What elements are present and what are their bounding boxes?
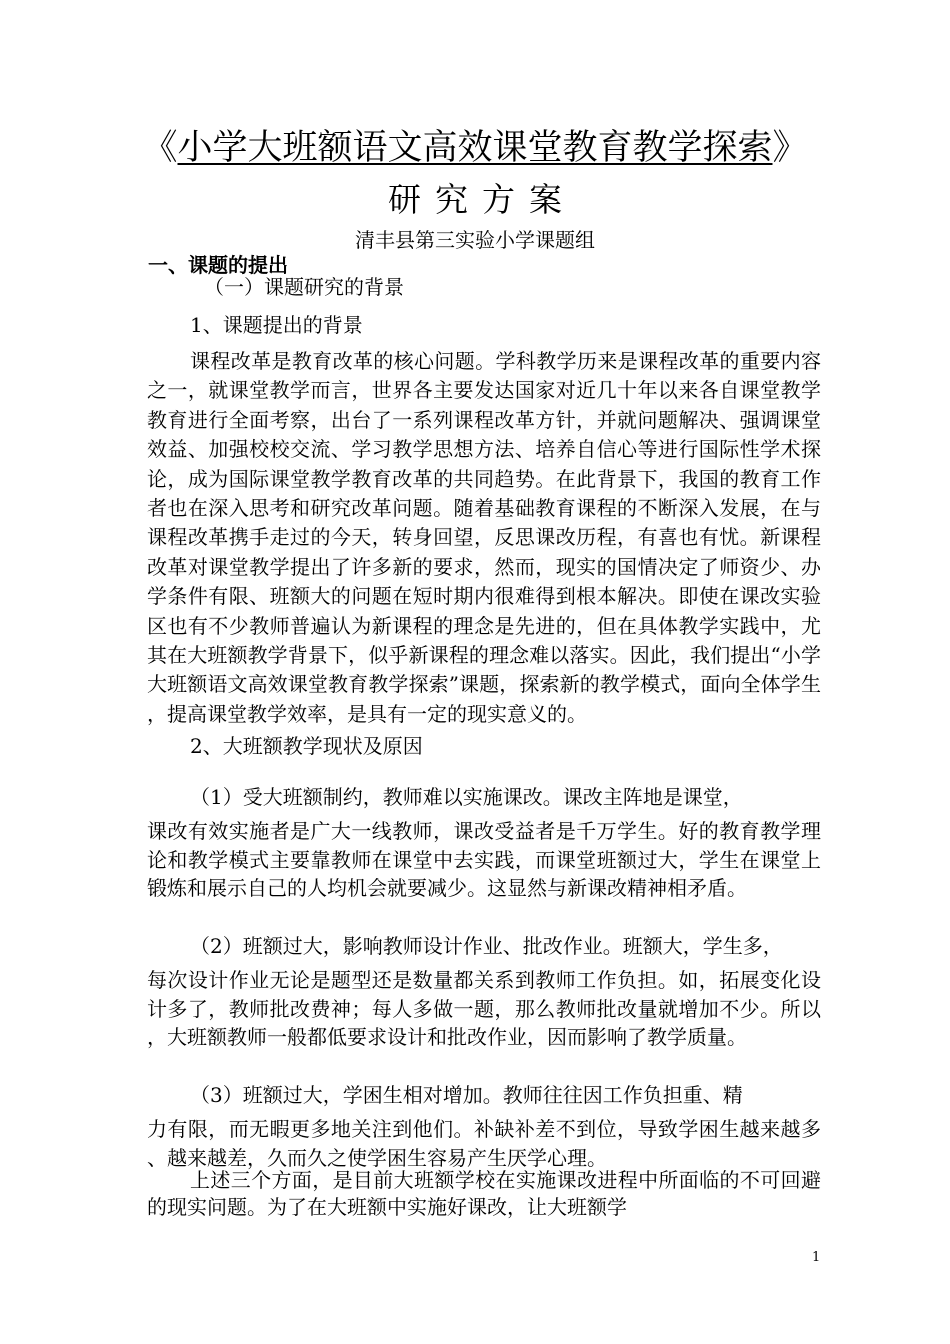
- document-title: [0, 124, 950, 172]
- subsection-heading-background: （一）课题研究的背景: [204, 275, 404, 299]
- list-item-1-body: 课改有效实施者是广大一线教师，课改受益者是千万学生。好的教育教学理论和教学模式主要靠教师在课堂中去实践，而课堂班额过大，学生在课堂上锻炼和展示自己的人均机会就要减少。这显然与新课改精神相矛盾。: [147, 819, 821, 901]
- closing-paragraph: 上述三个方面，是目前大班额学校在实施课改进程中所面临的不可回避的现实问题。为了在大班额中实施好课改，让大班额学: [147, 1168, 821, 1219]
- list-item-1: [147, 783, 821, 903]
- document-author: 清丰县第三实验小学课题组: [355, 228, 595, 252]
- title-main-text: 小学大班额语文高效课堂教育教学探索: [177, 128, 773, 168]
- title-close-quote: 》: [772, 128, 808, 168]
- title-open-quote: 《: [142, 128, 178, 168]
- list-item-3-body: 力有限，而无暇更多地关注到他们。补缺补差不到位，导致学困生越来越多、越来越差，久而久之使学困生容易产生厌学心理。: [147, 1117, 821, 1170]
- list-item-3-lead: （3）班额过大，学困生相对增加。教师往往因工作负担重、精: [190, 1083, 743, 1107]
- document-subtitle: 研究方案: [388, 180, 576, 219]
- list-item-2-body: 每次设计作业无论是题型还是数量都关系到教师工作负担。如，拓展变化设计多了，教师批改费神；每人多做一题，那么教师批改量就增加不少。所以，大班额教师一般都低要求设计和批改作业，因而影响了教学质量。: [147, 968, 821, 1050]
- page-number: 1: [812, 1250, 821, 1265]
- list-item-3: [147, 1081, 821, 1172]
- list-item-2-lead: （2）班额过大，影响教师设计作业、批改作业。班额大，学生多，: [190, 934, 783, 958]
- sub-subsection-heading-1: 1、课题提出的背景: [190, 313, 363, 337]
- background-paragraph: 课程改革是教育改革的核心问题。学科教学历来是课程改革的重要内容之一，就课堂教学而言，世界各主要发达国家对近几十年以来各自课堂教学教育进行全面考察，出台了一系列课程改革方针，并就问题解决、强调课堂效益、加强校校交流、学习教学思想方法、培养自信心等进行国际性学术探论，成为国际课堂教学教育改革的共同趋势。在此背景下，我国的教育工作者也在深入思考和研究改革问题。随着基础教育课程的不断深入发展，在与课程改革携手走过的今天，转身回望，反思课改历程，有喜也有忧。新课程改革对课堂教学提出了许多新的要求，然而，现实的国情决定了师资少、办学条件有限、班额大的问题在短时期内很难得到根本解决。即使在课改实验区也有不少教师普遍认为新课程的理念是先进的，但在具体教学实践中，尤其在大班额教学背景下，似乎新课程的理念难以落实。因此，我们提出“小学大班额语文高效课堂教育教学探索”课题，探索新的教学模式，面向全体学生，提高课堂教学效率，是具有一定的现实意义的。: [147, 349, 821, 726]
- section-heading-1: 一、课题的提出: [148, 253, 288, 277]
- list-item-1-lead: （1）受大班额制约，教师难以实施课改。课改主阵地是课堂，: [190, 785, 743, 809]
- list-item-2: [147, 932, 821, 1052]
- sub-subsection-heading-2: 2、大班额教学现状及原因: [190, 734, 423, 758]
